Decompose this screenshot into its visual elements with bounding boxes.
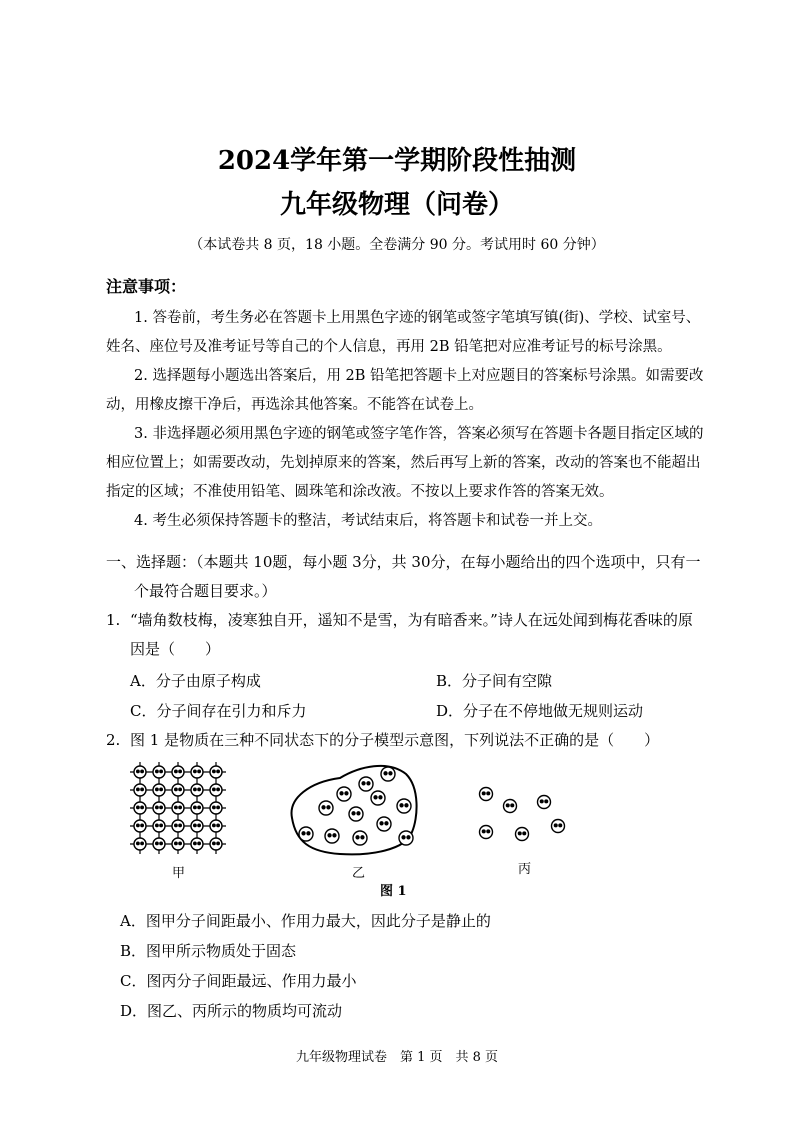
solid-molecule: [210, 784, 222, 796]
notice-item-3: 3. 非选择题必须用黑色字迹的钢笔或签字笔作答，答案必须写在答题卡各题目指定区域的相应位置上；如需要改动，先划掉原来的答案，然后再写上新的答案，改动的答案也不能超出指定的区域；不准使用铅笔、圆珠笔和涂改液。不按以上要求作答的答案无效。: [106, 426, 704, 500]
solid-molecule: [210, 820, 222, 832]
liquid-molecule: [353, 831, 367, 845]
q1-number: 1.: [106, 611, 121, 629]
solid-molecule: [134, 802, 146, 814]
gas-molecule: [504, 800, 517, 813]
solid-molecule: [172, 766, 184, 778]
liquid-molecule: [299, 827, 313, 841]
liquid-molecule: [337, 787, 351, 801]
section-heading-text: 一、选择题：（本题共 10题，每小题 3分，共 30分，在每小题给出的四个选项中，只有一个最符合题目要求。）: [106, 553, 701, 600]
solid-molecule: [191, 838, 203, 850]
solid-molecule: [134, 838, 146, 850]
section-heading: [106, 548, 706, 606]
q1-option-d: D．分子在不停地做无规则运动: [436, 702, 644, 720]
liquid-molecule: [381, 767, 395, 781]
liquid-molecule: [319, 801, 333, 815]
solid-molecule: [153, 838, 165, 850]
q2-number: 2.: [106, 731, 121, 749]
solid-molecule: [210, 766, 222, 778]
solid-molecule: [134, 766, 146, 778]
solid-molecule: [210, 802, 222, 814]
figure-1: [120, 758, 600, 860]
solid-molecule: [153, 784, 165, 796]
q2-option-b: B．图甲所示物质处于固态: [120, 942, 297, 960]
figure-caption: 图 1: [380, 884, 407, 899]
liquid-molecule: [325, 829, 339, 843]
q1-stem-line1: “墙角数枝梅，凌寒独自开，遥知不是雪，为有暗香来。”诗人在远处闻到梅花香味的原: [130, 611, 693, 629]
liquid-molecule: [359, 777, 373, 791]
solid-molecule: [153, 766, 165, 778]
q2-stem: 图 1 是物质在三种不同状态下的分子模型示意图，下列说法不正确的是（ ）: [130, 731, 660, 749]
solid-molecule: [134, 784, 146, 796]
solid-molecule: [153, 802, 165, 814]
solid-molecule: [210, 838, 222, 850]
q1-option-b: B．分子间有空隙: [436, 672, 553, 690]
q2-option-d: D．图乙、丙所示的物质均可流动: [120, 1002, 343, 1020]
liquid-molecule: [349, 807, 363, 821]
solid-molecule: [191, 820, 203, 832]
figure-label-jia: 甲: [172, 866, 186, 881]
solid-molecule: [172, 802, 184, 814]
solid-lattice: [130, 762, 226, 854]
liquid-molecule: [399, 831, 413, 845]
gas-molecule: [552, 820, 565, 833]
exam-subtitle-title: 九年级物理（问卷）: [279, 190, 514, 220]
figure-label-bing: 丙: [518, 862, 532, 877]
q2-option-a: A．图甲分子间距最小、作用力最大，因此分子是静止的: [120, 912, 491, 930]
gas-molecule: [516, 828, 529, 841]
gas-molecule: [480, 788, 493, 801]
notice-list: [106, 304, 706, 536]
solid-molecule: [172, 838, 184, 850]
q1-stem-line2: 因是（ ）: [130, 640, 221, 658]
solid-molecule: [172, 820, 184, 832]
notice-item-1: 1. 答卷前，考生务必在答题卡上用黑色字迹的钢笔或签字笔填写镇(街)、学校、试室号、姓名、座位号及准考证号等自己的个人信息，再用 2B 铅笔把对应准考证号的标号涂黑。: [106, 310, 701, 355]
q1-option-a: A．分子由原子构成: [130, 672, 261, 690]
liquid-molecule: [377, 817, 391, 831]
solid-molecule: [172, 784, 184, 796]
solid-molecule: [153, 820, 165, 832]
liquid-molecule: [397, 799, 411, 813]
gas-molecule: [538, 796, 551, 809]
page-footer: 九年级物理试卷 第 1 页 共 8 页: [295, 1050, 499, 1065]
solid-molecule: [134, 820, 146, 832]
liquid-molecule: [371, 791, 385, 805]
notice-item-4: 4. 考生必须保持答题卡的整洁，考试结束后，将答题卡和试卷一并上交。: [134, 513, 602, 529]
solid-molecule: [191, 766, 203, 778]
exam-title: 2024学年第一学期阶段性抽测: [217, 146, 577, 176]
solid-molecule: [191, 784, 203, 796]
q2-option-c: C．图丙分子间距最远、作用力最小: [120, 972, 357, 990]
notice-heading: 注意事项：: [106, 277, 187, 296]
solid-molecule: [191, 802, 203, 814]
notice-item-2: 2. 选择题每小题选出答案后，用 2B 铅笔把答题卡上对应题目的答案标号涂黑。如需要改动，用橡皮擦干净后，再选涂其他答案。不能答在试卷上。: [106, 368, 704, 413]
figure-label-yi: 乙: [352, 866, 366, 881]
exam-info: （本试卷共 8 页，18 小题。全卷满分 90 分。考试用时 60 分钟）: [189, 237, 605, 253]
gas-molecule: [480, 826, 493, 839]
q1-option-c: C．分子间存在引力和斥力: [130, 702, 307, 720]
